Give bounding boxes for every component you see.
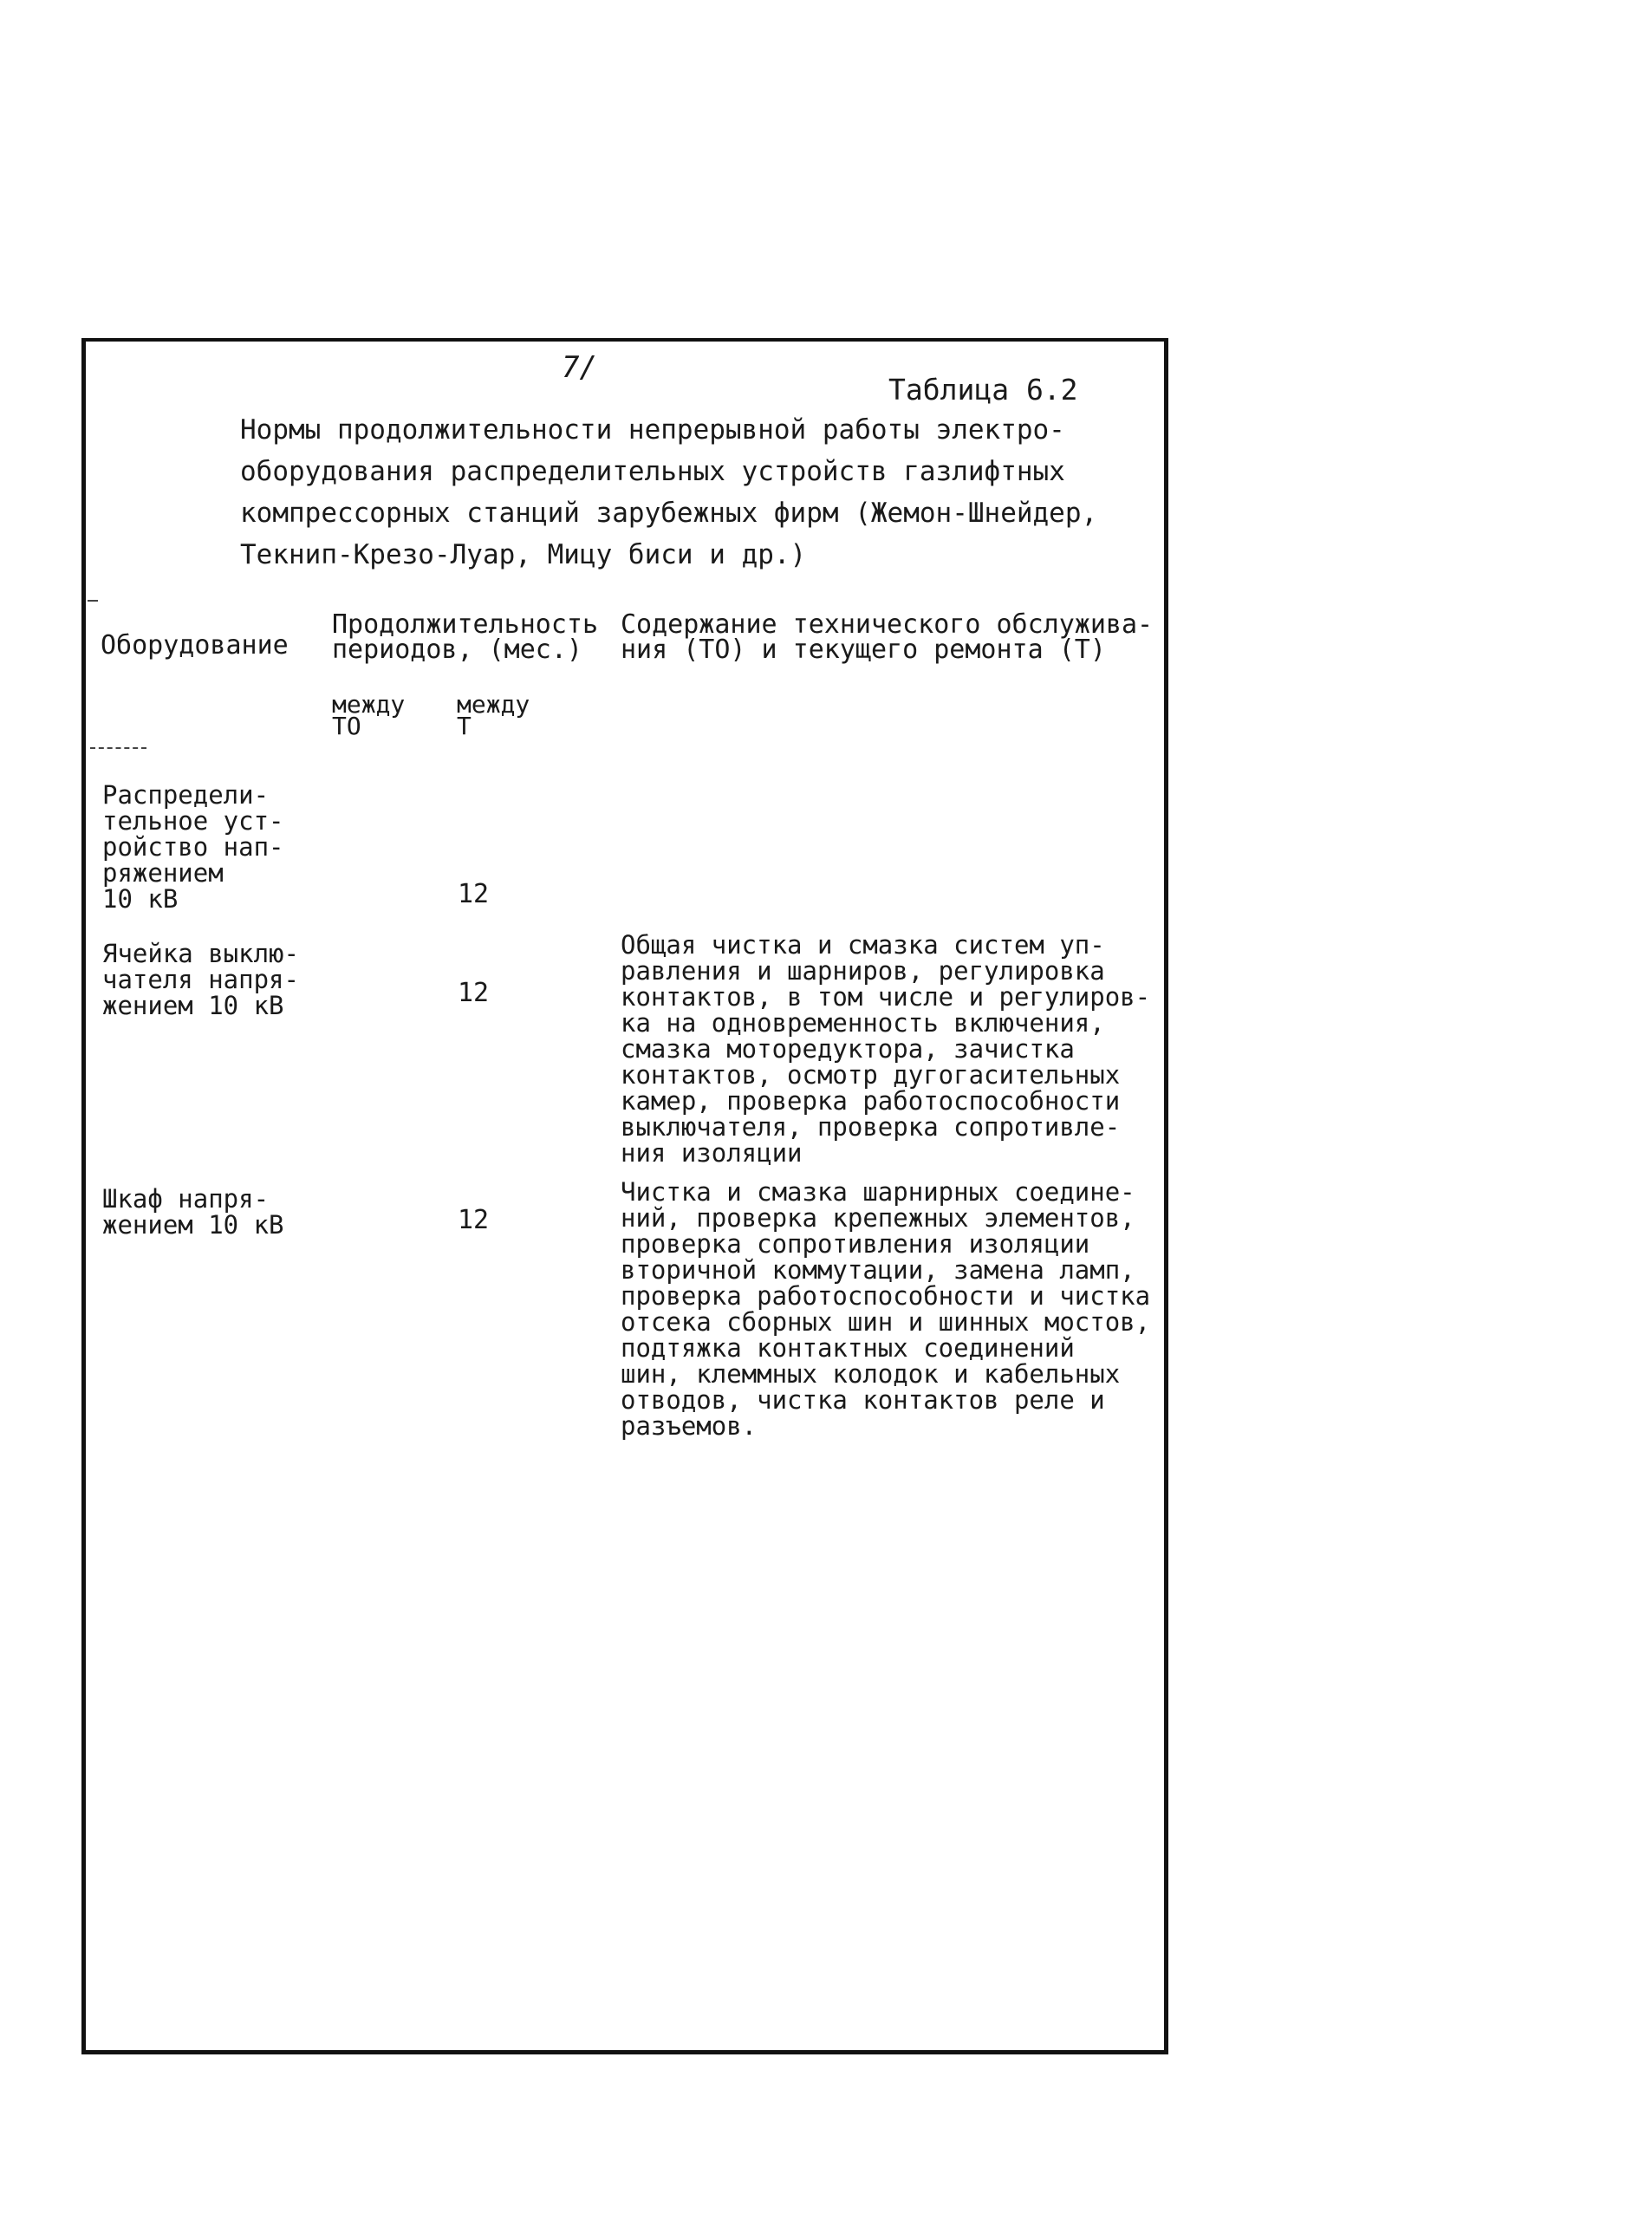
row-2-equipment [102, 941, 299, 1019]
header-between-to [332, 690, 406, 740]
equipment-line: Ячейка выклю- [102, 939, 299, 968]
content-line: ния изоляции [621, 1138, 803, 1168]
header-content-line: Содержание технического обслужива- [621, 609, 1154, 640]
content-line: ний, проверка крепежных элементов, [621, 1203, 1135, 1233]
header-between-to-line: ТО [332, 712, 361, 740]
row-2-content [621, 932, 1150, 1166]
equipment-line: жением 10 кВ [102, 991, 284, 1020]
table-title [240, 409, 1115, 576]
content-line: контактов, в том числе и регулиров- [621, 982, 1151, 1012]
content-line: контактов, осмотр дугогасительных [621, 1060, 1121, 1090]
header-content-line: ния (ТО) и текущего ремонта (Т) [621, 635, 1106, 665]
equipment-line: тельное уст- [102, 806, 284, 836]
header-content [621, 609, 1154, 665]
header-tick-mark [88, 600, 98, 602]
content-line: проверка сопротивления изоляции [621, 1229, 1090, 1259]
content-line: отводов, чистка контактов реле и [621, 1385, 1105, 1415]
header-equipment: Оборудование [101, 630, 289, 661]
row-3-content [621, 1179, 1150, 1439]
title-line: Текнип-Крезо-Луар, Мицу биси и др.) [240, 539, 807, 570]
content-line: Чистка и смазка шарнирных соедине- [621, 1177, 1135, 1207]
equipment-line: чателя напря- [102, 965, 299, 994]
content-line: Общая чистка и смазка систем уп- [621, 930, 1105, 960]
equipment-line: Распредели- [102, 780, 270, 810]
title-line: Нормы продолжительности непрерывной работы электро- [240, 414, 1065, 446]
equipment-line: Шкаф напря- [102, 1184, 270, 1214]
title-line: компрессорных станций зарубежных фирм (Жемон-Шнейдер, [240, 498, 1098, 529]
row-3-t-value: 12 [458, 1205, 490, 1235]
content-line: разъемов. [621, 1411, 758, 1441]
header-duration [332, 609, 599, 665]
content-line: шин, клеммных колодок и кабельных [621, 1359, 1121, 1389]
header-between-to-line: между [332, 690, 406, 719]
equipment-line: жением 10 кВ [102, 1210, 284, 1240]
header-between-t-line: Т [457, 712, 472, 740]
content-line: вторичной коммутации, замена ламп, [621, 1255, 1135, 1285]
content-line: выключателя, проверка сопротивле- [621, 1112, 1121, 1142]
content-line: ка на одновременность включения, [621, 1008, 1105, 1038]
content-line: отсека сборных шин и шинных мостов, [621, 1307, 1151, 1337]
equipment-line: ряжением [102, 858, 224, 888]
content-line: равления и шарниров, регулировка [621, 956, 1105, 986]
equipment-line: ройство нап- [102, 832, 284, 862]
equipment-line: 10 кВ [102, 884, 179, 914]
content-line: проверка работоспособности и чистка [621, 1281, 1151, 1311]
header-between-t [457, 690, 530, 740]
header-between-t-line: между [457, 690, 530, 719]
content-line: камер, проверка работоспособности [621, 1086, 1121, 1116]
header-duration-line: периодов, (мес.) [332, 635, 582, 665]
table-label: Таблица 6.2 [888, 373, 1078, 407]
row-1-equipment [102, 782, 284, 912]
row-2-t-value: 12 [458, 978, 490, 1008]
row-1-t-value: 12 [458, 879, 490, 909]
content-line: подтяжка контактных соединений [621, 1333, 1075, 1363]
page-number: 7/ [562, 350, 597, 385]
title-line: оборудования распределительных устройств газлифтных [240, 456, 1065, 487]
row-3-equipment [102, 1186, 284, 1238]
header-dash-mark [90, 747, 146, 749]
header-duration-line: Продолжительность [332, 609, 599, 640]
content-line: смазка моторедуктора, зачистка [621, 1034, 1075, 1064]
